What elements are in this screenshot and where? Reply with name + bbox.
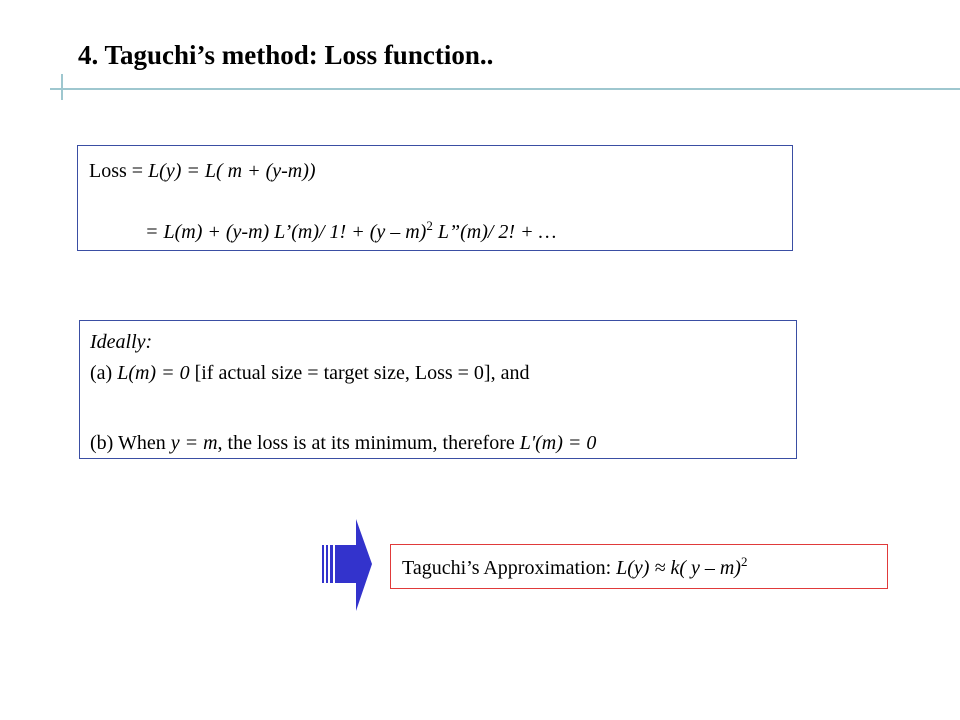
loss-expression: L(y) = L( m + (y-m)) (148, 160, 316, 182)
approximation-label: Taguchi’s Approximation: (402, 557, 617, 579)
ideal-conditions-box (79, 320, 797, 459)
taylor-series-line (145, 219, 556, 245)
taylor-series-exponent: 2 (426, 218, 433, 233)
loss-prefix: Loss = (89, 160, 149, 182)
condition-b-line: (b) When y = m, the loss is at its minimum, therefore L'(m) = 0 (90, 432, 597, 454)
title-underline (50, 88, 960, 90)
approximation-exponent: 2 (740, 554, 748, 569)
taguchi-approximation-box (390, 544, 888, 589)
title-tick (61, 74, 63, 100)
approximation-line (402, 555, 747, 581)
loss-definition-line (89, 158, 316, 184)
ideally-heading: Ideally: (90, 331, 153, 353)
slide-title: 4. Taguchi’s method: Loss function.. (78, 40, 494, 70)
approximation-expr: L(y) ≈ k( y – m) (616, 557, 741, 579)
condition-b-expr2: L'(m) = 0 (519, 432, 597, 454)
taylor-series-part-b: L”(m)/ 2! + … (432, 221, 557, 243)
condition-a-expr: L(m) = 0 (117, 362, 190, 384)
taylor-series-part-a: = L(m) + (y-m) L’(m)/ 1! + (y – m) (145, 221, 427, 243)
condition-b-expr1: y = m (170, 432, 218, 454)
right-arrow-icon (322, 519, 372, 611)
condition-a-line: (a) L(m) = 0 [if actual size = target size, Loss = 0], and (90, 362, 530, 384)
